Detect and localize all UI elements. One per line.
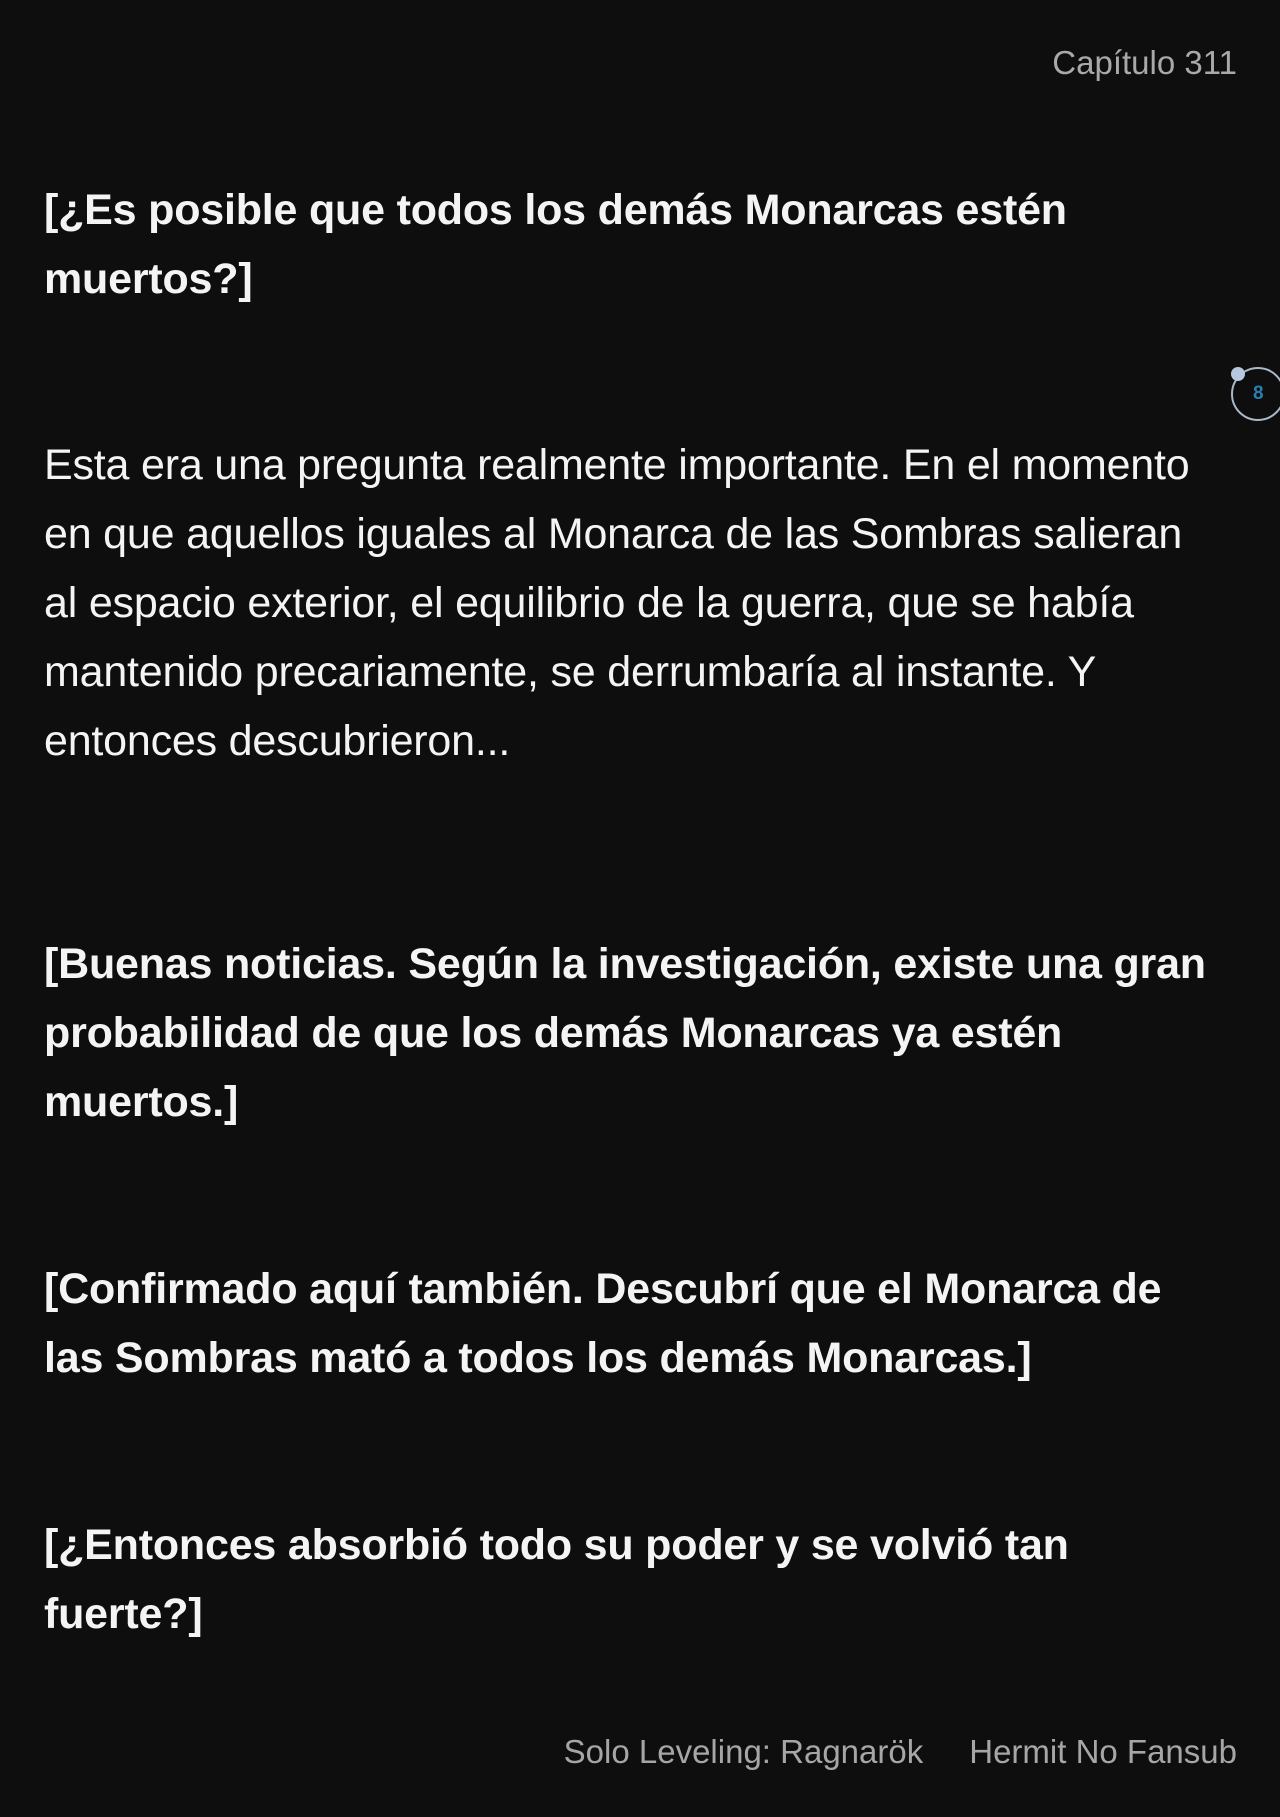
- paragraph-dialogue: [¿Entonces absorbió todo su poder y se volvió tan fuerte?]: [44, 1521, 1069, 1638]
- page-number: 8: [1253, 383, 1264, 404]
- paragraph-dialogue: [Buenas noticias. Según la investigación, existe una gran probabilidad de que los demás Monarcas ya estén muertos.]: [44, 940, 1206, 1126]
- page-indicator[interactable]: [1231, 367, 1280, 421]
- chapter-label: Capítulo 311: [1052, 44, 1237, 81]
- paragraph-dialogue: [Confirmado aquí también. Descubrí que el Monarca de las Sombras mató a todos los demás Monarcas.]: [44, 1265, 1162, 1382]
- novel-title: Solo Leveling: Ragnarök: [563, 1733, 924, 1770]
- paragraph-narration: Esta era una pregunta realmente importante. En el momento en que aquellos iguales al Monarca de las Sombras salieran al espacio exterior, el equilibrio de la guerra, que se había mantenido precariamente, se derrumbaría al instante. Y entonces descubrieron...: [44, 441, 1190, 765]
- footer: [564, 1733, 1237, 1771]
- progress-dot-icon: [1231, 367, 1245, 381]
- paragraph-dialogue: [¿Es posible que todos los demás Monarcas estén muertos?]: [44, 186, 1067, 303]
- translator-credit: Hermit No Fansub: [969, 1733, 1237, 1770]
